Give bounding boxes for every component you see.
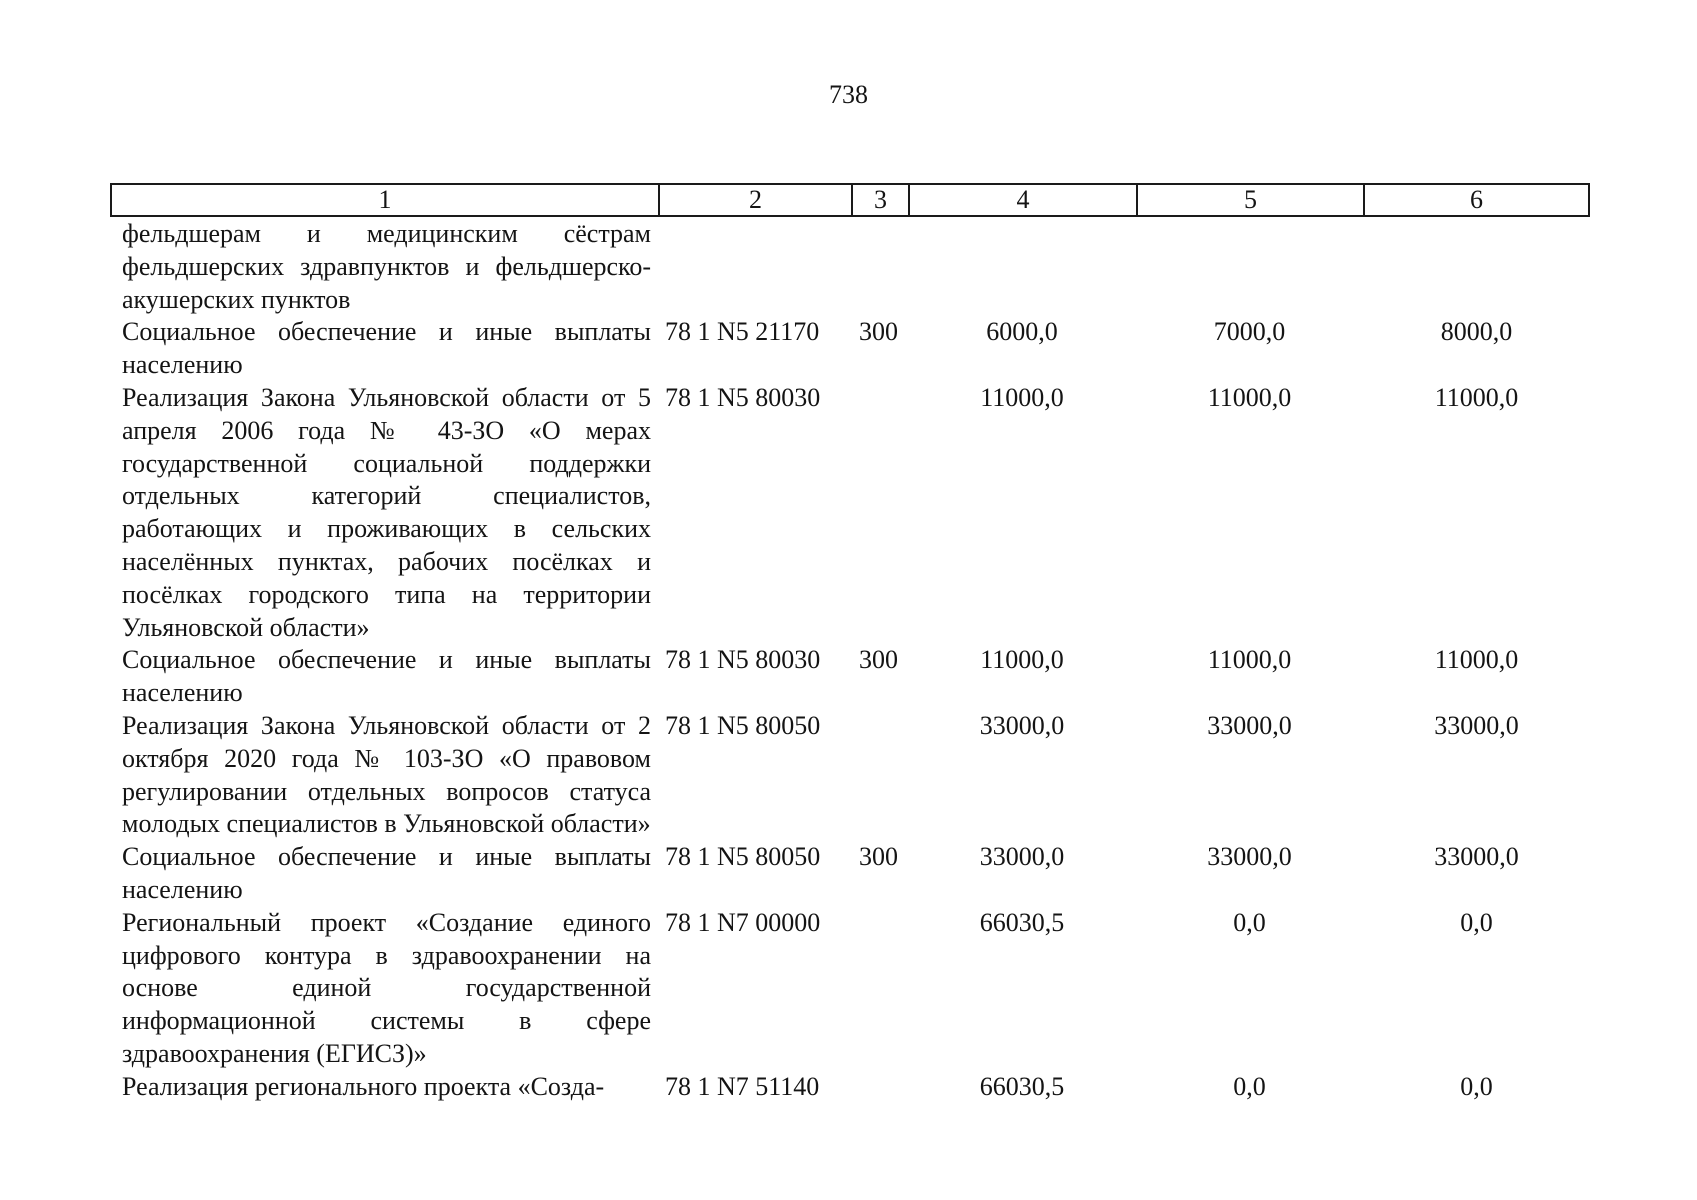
row-vr [851,710,908,841]
row-vr [851,382,908,644]
row-value-5 [1136,218,1363,316]
row-code: 78 1 N7 51140 [665,1071,820,1101]
row-value-5: 33000,0 [1207,710,1292,740]
row-code: 78 1 N5 80050 [665,842,821,872]
row-code: 78 1 N5 80030 [665,645,821,675]
row-value-5: 11000,0 [1207,645,1292,675]
row-value-6 [1363,218,1590,316]
header-col-3: 3 [853,185,910,215]
table-row [110,710,1590,841]
table-row [110,382,1590,644]
header-col-4: 4 [910,185,1138,215]
row-value-6: 11000,0 [1434,645,1519,675]
row-value-4 [908,218,1136,316]
row-value-5: 11000,0 [1207,382,1292,412]
row-name: Социальное обеспечение и иные выплаты населению [122,645,651,708]
row-code: 78 1 N5 80050 [665,710,821,740]
table-row [110,316,1590,382]
row-value-4: 33000,0 [979,710,1065,740]
table-row [110,218,1590,316]
row-value-4: 66030,5 [979,907,1065,937]
row-value-6: 0,0 [1460,907,1493,937]
table-header [110,183,1590,217]
row-code: 78 1 N7 00000 [665,907,821,937]
row-vr [851,218,908,316]
row-value-6: 33000,0 [1434,842,1519,872]
table-row [110,644,1590,710]
row-name: Социальное обеспечение и иные выплаты населению [122,317,651,380]
row-value-4: 6000,0 [986,317,1058,347]
row-name: Реализация регионального проекта «Созда- [122,1071,605,1101]
row-code: 78 1 N5 21170 [665,317,820,347]
row-value-5: 0,0 [1233,907,1266,937]
row-value-6: 8000,0 [1440,317,1513,347]
table-row [110,907,1590,1071]
row-vr [851,1071,908,1104]
header-col-2: 2 [660,185,853,215]
row-value-5: 0,0 [1233,1071,1266,1101]
row-value-4: 66030,5 [979,1071,1065,1101]
row-value-5: 7000,0 [1213,317,1286,347]
header-col-6: 6 [1470,185,1483,214]
row-name: Социальное обеспечение и иные выплаты населению [122,842,651,904]
table-body [110,218,1590,1104]
row-value-6: 11000,0 [1434,382,1519,412]
row-vr: 300 [859,645,898,675]
row-value-4: 33000,0 [979,842,1065,872]
row-vr: 300 [859,842,898,872]
row-value-5: 33000,0 [1207,842,1292,872]
row-code: 78 1 N5 80030 [665,382,821,412]
row-name: Реализация Закона Ульяновской области от 2 октября 2020 года № 103-ЗО «О правовом регулировании отдельных вопросов статуса молодых специалистов в Ульяновской области» [122,710,651,839]
header-col-5: 5 [1138,185,1365,215]
table-row [110,841,1590,907]
row-vr: 300 [859,317,898,347]
row-vr [851,907,908,1071]
row-name: фельдшерам и медицинским сёстрам фельдшерских здравпунктов и фельдшерско-акушерских пунктов [122,219,651,314]
row-value-6: 0,0 [1460,1071,1493,1101]
row-name: Региональный проект «Создание единого цифрового контура в здравоохранении на основе единой государственной информационной системы в сфере здравоохранения (ЕГИСЗ)» [122,907,651,1068]
row-code [651,218,851,316]
page-number: 738 [829,80,868,109]
row-value-4: 11000,0 [980,382,1064,412]
row-name: Реализация Закона Ульяновской области от 5 апреля 2006 года № 43-ЗО «О мерах государственной социальной поддержки отдельных категорий специалистов, работающих и проживающих в сельских населённых пунктах, рабочих посёлках и посёлках городского типа на территории Ульяновской области» [122,382,651,642]
header-col-1: 1 [112,185,660,215]
row-value-4: 11000,0 [980,645,1064,675]
table-row [110,1071,1590,1104]
row-value-6: 33000,0 [1434,710,1519,740]
